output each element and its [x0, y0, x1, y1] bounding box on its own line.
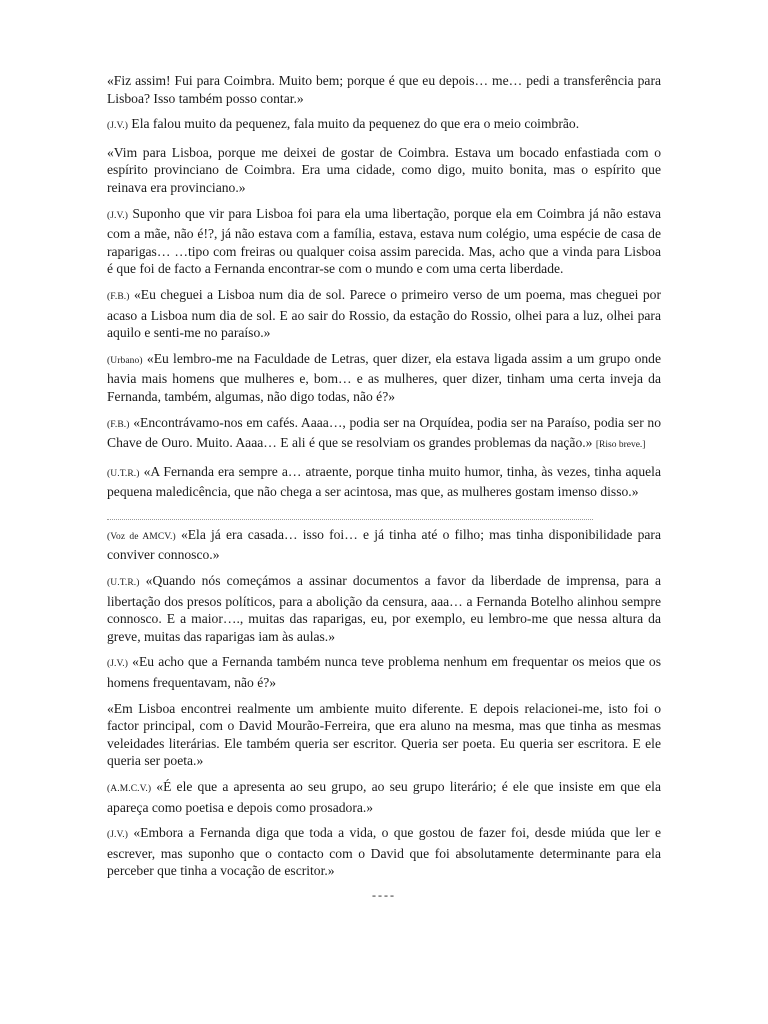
speaker-label: (J.V.)	[107, 121, 129, 132]
transcript-paragraph	[107, 778, 661, 816]
speaker-label: (F.B.)	[107, 419, 130, 430]
paragraph-text: «Em Lisboa encontrei realmente um ambiente muito diferente. E depois relacionei-me, isto foi o factor principal, com o David Mourão-Ferreira, que era aluno na mesma, mas que tinha as mesmas veleidades literárias. Ele também queria ser escritor. Queria ser poeta. Eu queria ser escritora. E ele queria ser poeta.»	[107, 700, 661, 769]
transcript-paragraph	[107, 144, 661, 197]
speaker-label: (Urbano)	[107, 355, 143, 366]
paragraph-text: «Eu cheguei a Lisboa num dia de sol. Parece o primeiro verso de um poema, mas cheguei por acaso a Lisboa num dia de sol. E ao sair do Rossio, da estação do Rossio, olhei para a luz, olhei para aquilo e senti-me no paraíso.»	[107, 286, 661, 341]
transcript-paragraph	[107, 653, 661, 691]
paragraph-text: «Embora a Fernanda diga que toda a vida, o que gostou de fazer foi, desde miúda que ler e escrever, mas suponho que o contacto com o David que foi absolutamente determinante para ela perceber que tinha a vocação de escritor.»	[107, 825, 661, 879]
transcript-paragraph	[107, 286, 661, 342]
dotted-separator	[107, 509, 593, 520]
paragraph-text: Suponho que vir para Lisboa foi para ela uma libertação, porque ela em Coimbra já não estava com a mãe, não é!?, já não estava com a família, estava, estava num colégio, uma espécie de casa de raparigas… …tipo com freiras ou qualquer coisa assim parecida. Mas, acho que a vinda para Lisboa é que foi de facto a Fernanda encontrar-se com o mundo e com uma certa liberdade.	[107, 205, 661, 277]
speaker-label: (U.T.R.)	[107, 578, 140, 589]
stage-note: [Riso breve.]	[595, 440, 646, 451]
paragraph-text: «A Fernanda era sempre a… atraente, porque tinha muito humor, tinha, às vezes, tinha aquela pequena maledicência, que não chega a ser acintosa, mas que, as mulheres gostam imenso disso.»	[107, 463, 661, 500]
transcript-paragraph	[107, 205, 661, 278]
transcript-paragraph	[107, 526, 661, 564]
transcript-paragraph	[107, 115, 661, 136]
paragraph-text: Ela falou muito da pequenez, fala muito da pequenez do que era o meio coimbrão.	[131, 116, 580, 132]
speaker-label: (F.B.)	[107, 291, 130, 302]
document-page	[107, 72, 661, 902]
paragraph-text: «Ela já era casada… isso foi… e já tinha até o filho; mas tinha disponibilidade para conviver connosco.»	[107, 526, 661, 563]
transcript-paragraph	[107, 350, 661, 406]
paragraph-text: «Encontrávamo-nos em cafés. Aaaa…, podia ser na Orquídea, podia ser na Paraíso, podia ser no Chave de Ouro. Muito. Aaaa… E ali é que se resolviam os grandes problemas da nação.»	[107, 414, 662, 451]
speaker-label: (J.V.)	[107, 659, 129, 670]
transcript-paragraph	[107, 572, 661, 645]
paragraph-text: «Quando nós começámos a assinar documentos a favor da liberdade de imprensa, para a libertação dos presos políticos, para a abolição da censura, aaa… a Fernanda Botelho alinhou sempre connosco. E a maior…., muitas das raparigas, eu, por exemplo, eu lembro-me que nessa altura da greve, muitas das raparigas iam às aulas.»	[107, 573, 661, 644]
end-mark: ----	[372, 887, 396, 902]
paragraph-text: «Vim para Lisboa, porque me deixei de gostar de Coimbra. Estava um bocado enfastiada com o espírito provinciano de Coimbra. Era uma cidade, como digo, muito bonita, mas o espírito que reinava era provinciano.»	[107, 144, 661, 195]
paragraph-text: «Eu acho que a Fernanda também nunca teve problema nenhum em frequentar os meios que os homens frequentavam, não é?»	[107, 654, 661, 691]
speaker-label: (U.T.R.)	[107, 468, 140, 479]
transcript-block-after-separator	[107, 526, 661, 880]
speaker-label: (A.M.C.V.)	[107, 784, 152, 794]
transcript-block-before-separator	[107, 72, 661, 501]
paragraph-text: «É ele que a apresenta ao seu grupo, ao seu grupo literário; é ele que insiste em que ela apareça como poetisa e depois como prosadora.»	[107, 779, 661, 815]
speaker-label: (Voz de AMCV.)	[107, 531, 176, 542]
transcript-paragraph	[107, 414, 661, 455]
speaker-label: (J.V.)	[107, 830, 129, 841]
transcript-paragraph	[107, 72, 661, 107]
transcript-paragraph	[107, 463, 661, 501]
speaker-label: (J.V.)	[107, 210, 129, 221]
paragraph-text: «Fiz assim! Fui para Coimbra. Muito bem; porque é que eu depois… me… pedi a transferência para Lisboa? Isso também posso contar.»	[107, 73, 661, 106]
transcript-paragraph	[107, 824, 661, 880]
paragraph-text: «Eu lembro-me na Faculdade de Letras, quer dizer, ela estava ligada assim a um grupo onde havia mais homens que mulheres e, bom… e as mulheres, quer dizer, tinham uma certa inveja da Fernanda, também, algumas, não digo todas, não é?»	[107, 350, 661, 404]
transcript-paragraph	[107, 700, 661, 770]
